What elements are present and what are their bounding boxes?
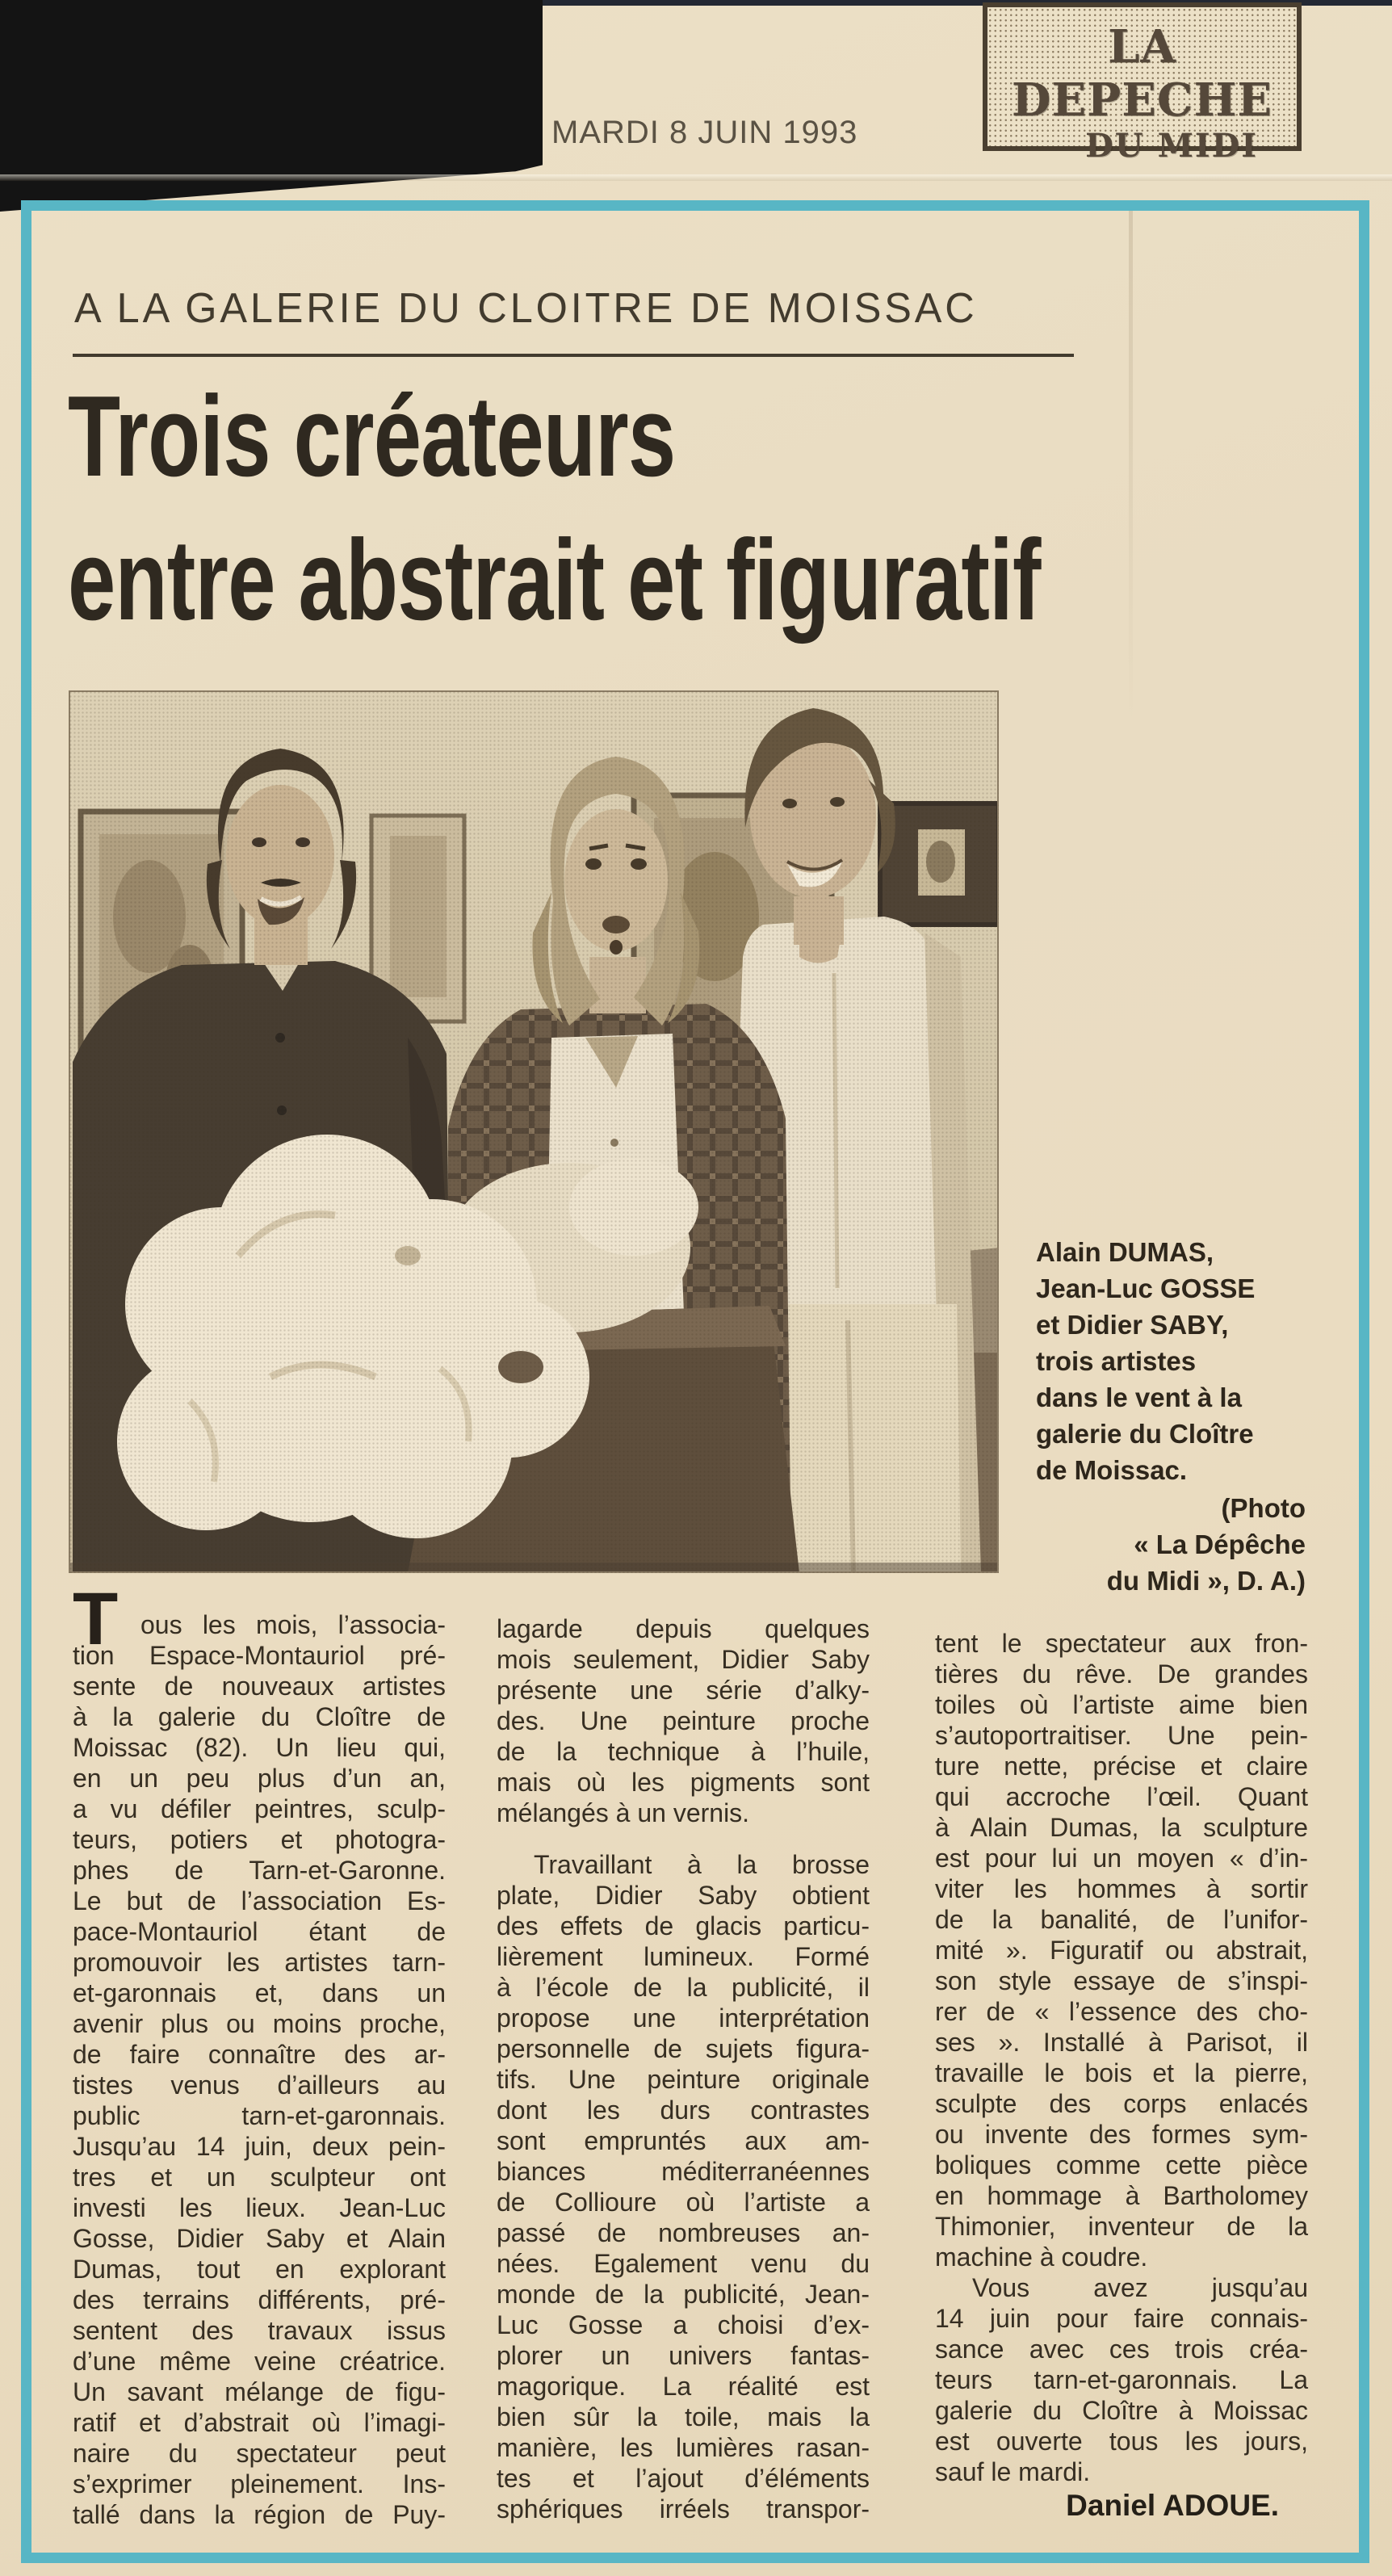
headline-line-2: entre abstrait et figuratif	[68, 516, 1041, 644]
body-line: des. Une peinture proche	[497, 1706, 870, 1735]
body-line: Luc Gosse a choisi d’ex-	[497, 2310, 870, 2339]
body-line: propose une interprétation	[497, 2003, 870, 2033]
body-line: travaille le bois et la pierre,	[935, 2058, 1308, 2087]
body-line: ratif et d’abstrait où l’imagi-	[73, 2408, 446, 2437]
body-line: est pour lui un moyen « d’in-	[935, 1844, 1308, 1873]
body-line: phes de Tarn-et-Garonne.	[73, 1856, 446, 1885]
body-line: à l’école de la publicité, il	[497, 1973, 870, 2002]
body-line: lagarde depuis quelques	[497, 1614, 870, 1643]
body-line: de la banalité, de l’unifor-	[935, 1905, 1308, 1934]
body-line: tion Espace-Montauriol pré-	[73, 1641, 446, 1670]
body-line: ture nette, précise et claire	[935, 1752, 1308, 1781]
body-line: personnelle de sujets figura-	[497, 2034, 870, 2063]
body-line: de faire connaître des ar-	[73, 2040, 446, 2069]
body-line: s’autoportraitiser. Une pein-	[935, 1721, 1308, 1750]
body-line: biances méditerranéennes	[497, 2157, 870, 2186]
body-line: a vu défiler peintres, sculp-	[73, 1794, 446, 1823]
masthead-subtitle: DU MIDI	[1085, 127, 1258, 165]
caption-line: et Didier SABY,	[1036, 1310, 1229, 1340]
body-column-3	[935, 1628, 1308, 2487]
body-line: et-garonnais et, dans un	[73, 1978, 446, 2008]
caption-line: dans le vent à la	[1036, 1382, 1242, 1412]
drop-cap: T	[73, 1578, 119, 1660]
headline-line-1: Trois créateurs	[68, 372, 676, 501]
body-column-1	[73, 1578, 446, 2530]
photo-credit	[1036, 1490, 1306, 1599]
kicker-underline	[73, 354, 1074, 357]
masthead	[983, 2, 1302, 165]
body-line: sauf le mardi.	[935, 2457, 1091, 2486]
body-line: T ous les mois, l’associa-	[73, 1578, 446, 1660]
body-line: tes et l’ajout d’éléments	[497, 2464, 870, 2493]
body-line: à la galerie du Cloître de	[73, 1702, 446, 1731]
body-line: en hommage à Bartholomey	[935, 2181, 1308, 2210]
body-line: s’exprimer pleinement. Ins-	[73, 2469, 446, 2498]
body-line: public tarn-et-garonnais.	[73, 2101, 446, 2130]
body-line: naire du spectateur peut	[73, 2439, 446, 2468]
issue-date: MARDI 8 JUIN 1993	[551, 115, 858, 150]
body-line: magorique. La réalité est	[497, 2372, 870, 2401]
body-line: sculpte des corps enlacés	[935, 2089, 1308, 2118]
body-line: Vous avez jusqu’au	[972, 2273, 1308, 2302]
caption-line: trois artistes	[1036, 1346, 1197, 1376]
body-line: des terrains différents, pré-	[73, 2285, 446, 2314]
body-line: boliques comme cette pièce	[935, 2150, 1308, 2180]
body-line: Un savant mélange de figu-	[73, 2377, 446, 2406]
body-line: est ouverte tous les jours,	[935, 2427, 1308, 2456]
body-line: Le but de l’association Es-	[73, 1886, 446, 1915]
body-line: lièrement lumineux. Formé	[497, 1942, 870, 1971]
body-line: galerie du Cloître à Moissac	[935, 2396, 1308, 2425]
body-line: Travaillant à la brosse	[534, 1850, 870, 1879]
caption-line: Alain DUMAS,	[1036, 1237, 1214, 1267]
body-line: sentent des travaux issus	[73, 2316, 446, 2345]
body-line: mité ». Figuratif ou abstrait,	[935, 1936, 1308, 1965]
body-line: Dumas, tout en explorant	[73, 2255, 446, 2284]
body-line: sphériques irréels transpor-	[497, 2494, 870, 2524]
kicker: A LA GALERIE DU CLOITRE DE MOISSAC	[74, 285, 978, 332]
body-line: ses ». Installé à Parisot, il	[935, 2028, 1308, 2057]
body-line: Jusqu’au 14 juin, deux pein-	[73, 2132, 446, 2161]
body-line: promouvoir les artistes tarn-	[73, 1948, 446, 1977]
body-line: Gosse, Didier Saby et Alain	[73, 2224, 446, 2253]
caption-line: Jean-Luc GOSSE	[1036, 1273, 1256, 1303]
body-line: des effets de glacis particu-	[497, 1911, 870, 1940]
body-line: teurs, potiers et photogra-	[73, 1825, 446, 1854]
body-line: rer de « l’essence des cho-	[935, 1997, 1308, 2026]
body-line: d’une même veine créatrice.	[73, 2347, 446, 2376]
body-line: tières du rêve. De grandes	[935, 1659, 1308, 1689]
body-line: nées. Egalement venu du	[497, 2249, 870, 2278]
body-line: à Alain Dumas, la sculpture	[935, 1813, 1308, 1842]
body-line: tres et un sculpteur ont	[73, 2163, 446, 2192]
photo-caption-lines	[1036, 1234, 1306, 1488]
body-line: mois seulement, Didier Saby	[497, 1645, 870, 1674]
body-line: sente de nouveaux artistes	[73, 1672, 446, 1701]
article-photo	[69, 690, 999, 1573]
byline: Daniel ADOUE.	[1066, 2489, 1279, 2522]
body-line: Moissac (82). Un lieu qui,	[73, 1733, 446, 1762]
body-line: en un peu plus d’un an,	[73, 1764, 446, 1793]
body-line: machine à coudre.	[935, 2242, 1148, 2272]
body-line: 14 juin pour faire connais-	[935, 2304, 1308, 2333]
body-line: manière, les lumières rasan-	[497, 2433, 870, 2462]
body-line: tallé dans la région de Puy-	[73, 2500, 446, 2529]
photo-caption	[1036, 1234, 1306, 1599]
body-line: investi les lieux. Jean-Luc	[73, 2193, 446, 2222]
caption-credit-line: du Midi », D. A.)	[1106, 1566, 1306, 1596]
body-line: mélangés à un vernis.	[497, 1798, 750, 1827]
body-line: monde de la publicité, Jean-	[497, 2280, 870, 2309]
body-line: teurs tarn-et-garonnais. La	[935, 2365, 1308, 2394]
body-line: sance avec ces trois créa-	[935, 2335, 1308, 2364]
body-line: avenir plus ou moins proche,	[73, 2009, 446, 2038]
body-line: passé de nombreuses an-	[497, 2218, 870, 2247]
headline	[68, 365, 1041, 652]
body-line: pace-Montauriol étant de	[73, 1917, 446, 1946]
body-line: toiles où l’artiste aime bien	[935, 1690, 1308, 1719]
body-line: sont empruntés aux am-	[497, 2126, 870, 2155]
caption-credit-line: « La Dépêche	[1134, 1529, 1306, 1559]
body-line: présente une série d’alky-	[497, 1676, 870, 1705]
body-line: son style essaye de s’inspi-	[935, 1966, 1308, 1995]
body-line: ou invente des formes sym-	[935, 2120, 1308, 2149]
body-line: dont les durs contrastes	[497, 2096, 870, 2125]
body-line: Thimonier, inventeur de la	[935, 2212, 1308, 2241]
body-line: de Collioure où l’artiste a	[497, 2188, 870, 2217]
body-line: mais où les pigments sont	[497, 1768, 870, 1797]
caption-line: de Moissac.	[1036, 1455, 1188, 1485]
body-line: plate, Didier Saby obtient	[497, 1881, 870, 1910]
body-line: de la technique à l’huile,	[497, 1737, 870, 1766]
caption-line: galerie du Cloître	[1036, 1419, 1254, 1449]
body-column-2	[497, 1613, 870, 2524]
paper-crease	[0, 174, 1392, 181]
body-line: plorer un univers fantas-	[497, 2341, 870, 2370]
masthead-title: LA DEPECHE	[1011, 20, 1273, 127]
body-line: tistes venus d’ailleurs au	[73, 2070, 446, 2100]
caption-credit-line: (Photo	[1221, 1493, 1306, 1523]
body-line: bien sûr la toile, mais la	[497, 2402, 870, 2431]
body-line: tifs. Une peinture originale	[497, 2065, 870, 2094]
body-line: qui accroche l’œil. Quant	[935, 1782, 1308, 1811]
body-line: viter les hommes à sortir	[935, 1874, 1308, 1903]
body-line: tent le spectateur aux fron-	[935, 1629, 1308, 1658]
